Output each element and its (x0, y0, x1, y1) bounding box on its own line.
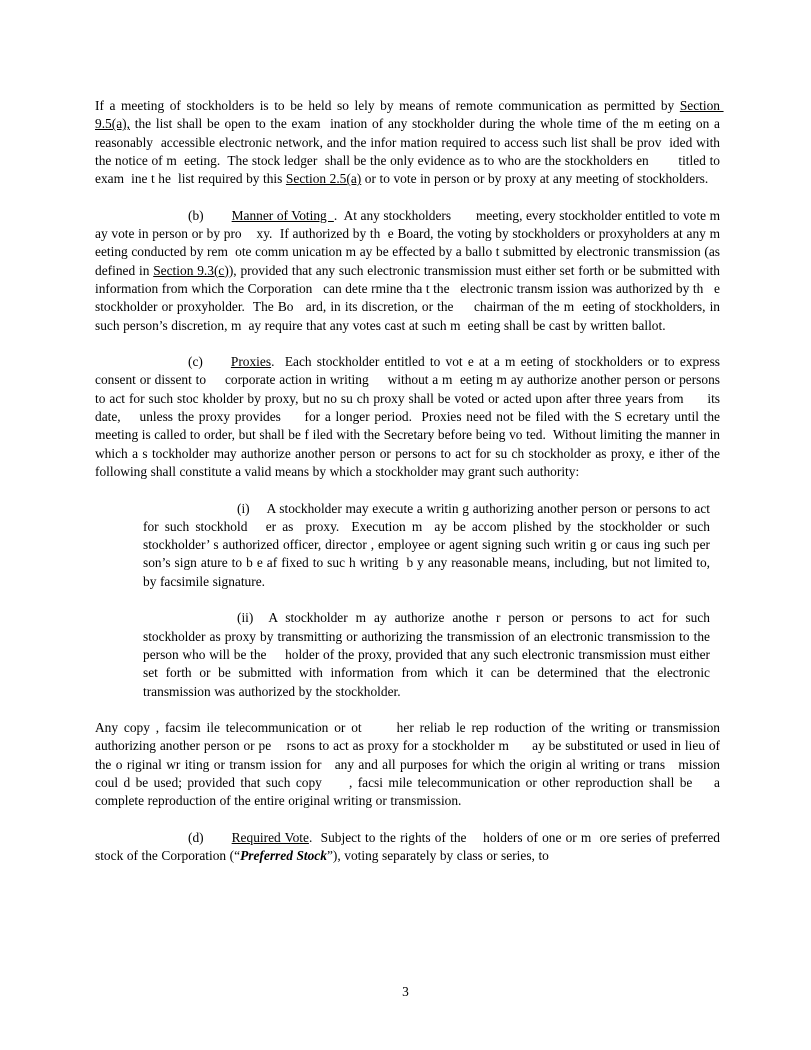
text-run: (ii) (237, 610, 254, 626)
text-run: Section 9.3(c) (153, 262, 229, 278)
text-run: Section 9.5(a), (95, 98, 724, 132)
text-run: Any copy , facsim ile telecommunication or ot her reliab le rep roduction of the writing or transmission authorizing another person or pe rsons to act as proxy for a stockholder m ay be substituted or used in lieu of the o riginal wr iting or transm ission for any and all purposes for which the origin al writing or trans mission coul d be used; provided that such copy , facsi mile telecommunication or other reproduction shall be a complete reproduction of the entire original writing or transmission. (95, 720, 735, 809)
text-run: or to vote in person or by proxy at any meeting of stockholders. (361, 171, 709, 187)
text-run: . At any stockholders meeting, every stockholder entitled to vote m ay vote in person or by pro xy. If authorized by th e Board, the voting by stockholders or proxyholders at any m eeting conducted by rem ote comm unication m ay be effected by a ballo t submitted by electronic transmission (as defined in (95, 207, 738, 278)
text-run: (c) (188, 354, 203, 370)
document-paragraph (95, 353, 724, 481)
text-run: (b) (188, 207, 204, 223)
text-run: ”), voting separately by class or series, to (326, 848, 549, 864)
text-run: A stockholder m ay authorize anothe r person or persons to act for such stockholder as proxy by transmitting or authorizing the transmission of an electronic transmission to the person who will be the holder of the proxy, provided that any such electronic transmission must either set forth or be submitted with information from which it can be determined that the electronic transmission was authorized by the stockholder. (143, 610, 714, 699)
text-run: . Each stockholder entitled to vot e at a m eeting of stockholders or to express consent or dissent to corporate action in writing without a m eeting m ay authorize another person or persons to act for such stoc kholder by proxy, but no su ch proxy shall be voted or acted upon after three years from its date, unless the proxy provides for a longer period. Proxies need not be filed with the S ecretary until the meeting is called to order, but shall be f iled with the Secretary before being vo ted. Without limiting the manner in which a s tockholder may authorize another person or persons to act for su ch stockholder as proxy, e ither of the following shall constitute a valid means by which a stockholder may grant such authority: (95, 354, 724, 479)
document-paragraph (143, 500, 714, 591)
text-run: ), provided that any such electronic transmission must either set forth or be submitted with information from which the Corporation can dete rmine tha t the electronic transm ission was authorized by th e stockholder or proxyholder. The Bo ard, in its discretion, or the chairman of the m eeting of stockholders, in such person’s discretion, m ay require that any votes cast at such m eeting shall be cast by written ballot. (95, 262, 724, 333)
document-paragraph (95, 207, 738, 335)
text-run: (i) (237, 500, 250, 516)
document-paragraph (95, 829, 724, 866)
document-paragraphs (95, 97, 738, 884)
text-run: Preferred Stock (240, 848, 327, 864)
page-number: 3 (402, 984, 409, 999)
text-run: the list shall be open to the exam ination of any stockholder during the whole time of the m eeting on a reasonably accessible electronic network, and the infor mation required to access such list shall be prov ided with the notice of m eeting. The stock ledger shall be the only evidence as to who are the stockholders en titled to exam ine t he list required by this (95, 116, 724, 187)
text-run: (d) (188, 829, 204, 845)
document-paragraph (143, 609, 714, 700)
text-run: . Subject to the rights of the holders of one or m ore series of preferred stock of the Corporation (“ (95, 829, 724, 864)
text-run: Manner of Voting (231, 207, 334, 223)
text-run: Section 2.5(a) (285, 171, 362, 187)
text-run: Proxies (230, 354, 272, 370)
text-run: If a meeting of stockholders is to be held so lely by means of remote communication as permitted by (95, 98, 680, 113)
document-paragraph (95, 97, 724, 188)
text-run: A stockholder may execute a writin g authorizing another person or persons to act for such stockhold er as proxy. Execution m ay be accom plished by the stockholder or such stockholder’ s authorized officer, director , employee or agent signing such writin g or caus ing such per son’s sign ature to b e af fixed to suc h writing b y any reasonable means, including, but not limited to, by facsimile signature. (143, 500, 714, 589)
document-paragraph (95, 719, 735, 810)
text-run: Required Vote (231, 829, 309, 845)
